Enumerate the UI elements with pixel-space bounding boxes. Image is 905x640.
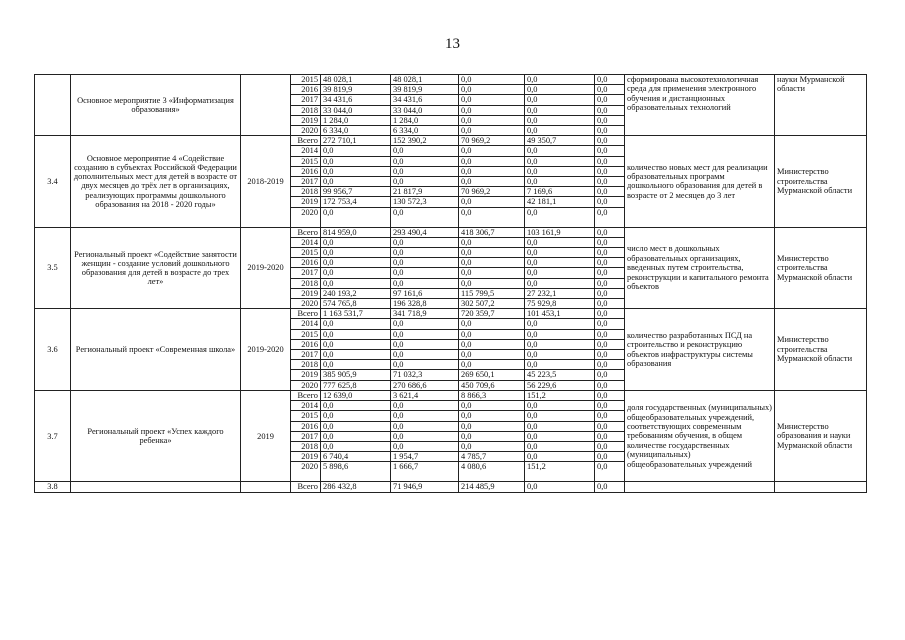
total-cell: 0,0 <box>321 360 391 370</box>
responsible-executor <box>775 482 867 492</box>
other-funds-cell: 0,0 <box>595 278 625 288</box>
item-number: 3.6 <box>35 309 71 391</box>
local-budget-cell: 45 223,5 <box>525 370 595 380</box>
year-cell: Всего <box>291 482 321 492</box>
other-funds-cell: 0,0 <box>595 482 625 492</box>
federal-budget-cell: 70 969,2 <box>459 136 525 146</box>
year-cell: Всего <box>291 227 321 237</box>
federal-budget-cell: 0,0 <box>459 258 525 268</box>
federal-budget-cell: 720 359,7 <box>459 309 525 319</box>
total-cell: 0,0 <box>321 177 391 187</box>
total-cell: 5 898,6 <box>321 462 391 482</box>
table-row <box>35 136 867 146</box>
federal-budget-cell: 0,0 <box>459 441 525 451</box>
total-cell: 0,0 <box>321 278 391 288</box>
year-cell: 2018 <box>291 105 321 115</box>
regional-budget-cell: 0,0 <box>391 421 459 431</box>
other-funds-cell: 0,0 <box>595 309 625 319</box>
local-budget-cell: 7 169,6 <box>525 187 595 197</box>
regional-budget-cell: 1 954,7 <box>391 452 459 462</box>
total-cell: 777 625,8 <box>321 380 391 390</box>
item-number <box>35 75 71 136</box>
other-funds-cell: 0,0 <box>595 207 625 227</box>
local-budget-cell: 0,0 <box>525 482 595 492</box>
other-funds-cell: 0,0 <box>595 227 625 237</box>
regional-budget-cell: 21 817,9 <box>391 187 459 197</box>
responsible-executor: Министерство строительства Мурманской области <box>775 227 867 309</box>
total-cell: 272 710,1 <box>321 136 391 146</box>
total-cell: 0,0 <box>321 441 391 451</box>
federal-budget-cell: 418 306,7 <box>459 227 525 237</box>
year-cell: Всего <box>291 136 321 146</box>
table-body <box>35 75 867 493</box>
federal-budget-cell: 0,0 <box>459 85 525 95</box>
table-row <box>35 309 867 319</box>
regional-budget-cell: 0,0 <box>391 401 459 411</box>
other-funds-cell: 0,0 <box>595 146 625 156</box>
other-funds-cell: 0,0 <box>595 187 625 197</box>
total-cell: 0,0 <box>321 248 391 258</box>
other-funds-cell: 0,0 <box>595 75 625 85</box>
total-cell: 1 284,0 <box>321 115 391 125</box>
federal-budget-cell: 0,0 <box>459 411 525 421</box>
total-cell: 0,0 <box>321 268 391 278</box>
page-number: 13 <box>445 36 460 52</box>
total-cell: 0,0 <box>321 329 391 339</box>
total-cell: 6 334,0 <box>321 126 391 136</box>
federal-budget-cell: 8 866,3 <box>459 390 525 400</box>
regional-budget-cell: 293 490,4 <box>391 227 459 237</box>
total-cell: 0,0 <box>321 258 391 268</box>
local-budget-cell: 0,0 <box>525 258 595 268</box>
federal-budget-cell: 0,0 <box>459 278 525 288</box>
year-cell: 2019 <box>291 452 321 462</box>
federal-budget-cell: 0,0 <box>459 146 525 156</box>
regional-budget-cell: 34 431,6 <box>391 95 459 105</box>
program-budget-table <box>34 74 867 493</box>
year-cell: 2017 <box>291 431 321 441</box>
target-indicator: доля государственных (муниципальных) общеобразовательных учреждений, соответствующих современным требованиям обучения, в общем количестве государственных (муниципальных) общеобразовательных учреждений <box>625 390 775 481</box>
table-row <box>35 227 867 237</box>
total-cell: 0,0 <box>321 146 391 156</box>
regional-budget-cell: 196 328,8 <box>391 299 459 309</box>
federal-budget-cell: 0,0 <box>459 105 525 115</box>
total-cell: 99 956,7 <box>321 187 391 197</box>
year-cell: 2019 <box>291 115 321 125</box>
local-budget-cell: 0,0 <box>525 411 595 421</box>
other-funds-cell: 0,0 <box>595 166 625 176</box>
regional-budget-cell: 0,0 <box>391 339 459 349</box>
other-funds-cell: 0,0 <box>595 156 625 166</box>
other-funds-cell: 0,0 <box>595 299 625 309</box>
total-cell: 0,0 <box>321 411 391 421</box>
local-budget-cell: 27 232,1 <box>525 288 595 298</box>
local-budget-cell: 0,0 <box>525 166 595 176</box>
year-cell: 2020 <box>291 126 321 136</box>
federal-budget-cell: 0,0 <box>459 339 525 349</box>
year-cell: 2015 <box>291 75 321 85</box>
year-cell: 2018 <box>291 441 321 451</box>
year-cell: 2019 <box>291 288 321 298</box>
regional-budget-cell: 97 161,6 <box>391 288 459 298</box>
total-cell: 39 819,9 <box>321 85 391 95</box>
item-period <box>241 482 291 492</box>
local-budget-cell: 0,0 <box>525 350 595 360</box>
item-name: Региональный проект «Содействие занятости женщин - создание условий дошкольного образования для детей в возрасте до трех лет» <box>71 227 241 309</box>
year-cell: 2017 <box>291 177 321 187</box>
item-period: 2019-2020 <box>241 227 291 309</box>
regional-budget-cell: 48 028,1 <box>391 75 459 85</box>
year-cell: 2016 <box>291 339 321 349</box>
item-period <box>241 75 291 136</box>
year-cell: 2018 <box>291 278 321 288</box>
regional-budget-cell: 71 946,9 <box>391 482 459 492</box>
federal-budget-cell: 0,0 <box>459 319 525 329</box>
item-number: 3.4 <box>35 136 71 227</box>
local-budget-cell: 49 350,7 <box>525 136 595 146</box>
local-budget-cell: 0,0 <box>525 319 595 329</box>
federal-budget-cell: 0,0 <box>459 401 525 411</box>
total-cell: 1 163 531,7 <box>321 309 391 319</box>
federal-budget-cell: 0,0 <box>459 177 525 187</box>
regional-budget-cell: 341 718,9 <box>391 309 459 319</box>
regional-budget-cell: 6 334,0 <box>391 126 459 136</box>
regional-budget-cell: 0,0 <box>391 258 459 268</box>
total-cell: 0,0 <box>321 207 391 227</box>
regional-budget-cell: 71 032,3 <box>391 370 459 380</box>
local-budget-cell: 0,0 <box>525 339 595 349</box>
year-cell: 2019 <box>291 370 321 380</box>
total-cell: 0,0 <box>321 166 391 176</box>
regional-budget-cell: 0,0 <box>391 177 459 187</box>
total-cell: 286 432,8 <box>321 482 391 492</box>
target-indicator: количество разработанных ПСД на строительство и реконструкцию объектов инфраструктуры системы образования <box>625 309 775 391</box>
other-funds-cell: 0,0 <box>595 136 625 146</box>
federal-budget-cell: 0,0 <box>459 197 525 207</box>
other-funds-cell: 0,0 <box>595 115 625 125</box>
local-budget-cell: 0,0 <box>525 207 595 227</box>
year-cell: 2017 <box>291 268 321 278</box>
year-cell: 2016 <box>291 85 321 95</box>
federal-budget-cell: 302 507,2 <box>459 299 525 309</box>
total-cell: 48 028,1 <box>321 75 391 85</box>
federal-budget-cell: 0,0 <box>459 115 525 125</box>
year-cell: 2018 <box>291 187 321 197</box>
target-indicator <box>625 482 775 492</box>
year-cell: 2014 <box>291 401 321 411</box>
local-budget-cell: 151,2 <box>525 390 595 400</box>
item-period: 2019-2020 <box>241 309 291 391</box>
other-funds-cell: 0,0 <box>595 177 625 187</box>
federal-budget-cell: 0,0 <box>459 75 525 85</box>
year-cell: 2015 <box>291 329 321 339</box>
local-budget-cell: 0,0 <box>525 278 595 288</box>
item-period: 2018-2019 <box>241 136 291 227</box>
local-budget-cell: 0,0 <box>525 431 595 441</box>
federal-budget-cell: 0,0 <box>459 207 525 227</box>
regional-budget-cell: 0,0 <box>391 146 459 156</box>
other-funds-cell: 0,0 <box>595 85 625 95</box>
responsible-executor: науки Мурманской области <box>775 75 867 136</box>
federal-budget-cell: 269 650,1 <box>459 370 525 380</box>
local-budget-cell: 151,2 <box>525 462 595 482</box>
local-budget-cell: 0,0 <box>525 237 595 247</box>
responsible-executor: Министерство образования и науки Мурманской области <box>775 390 867 481</box>
regional-budget-cell: 0,0 <box>391 329 459 339</box>
total-cell: 12 639,0 <box>321 390 391 400</box>
target-indicator: количество новых мест для реализации образовательных программ дошкольного образования для детей в возрасте от 2 месяцев до 3 лет <box>625 136 775 227</box>
federal-budget-cell: 214 485,9 <box>459 482 525 492</box>
local-budget-cell: 101 453,1 <box>525 309 595 319</box>
item-name: Основное мероприятие 4 «Содействие созданию в субъектах Российской Федерации дополнительных мест для детей в возрасте от двух месяцев до трёх лет в организациях, реализующих программы дошкольного образования на 2018 - 2020 годы» <box>71 136 241 227</box>
regional-budget-cell: 0,0 <box>391 156 459 166</box>
year-cell: 2016 <box>291 421 321 431</box>
other-funds-cell: 0,0 <box>595 258 625 268</box>
year-cell: 2015 <box>291 248 321 258</box>
local-budget-cell: 0,0 <box>525 105 595 115</box>
other-funds-cell: 0,0 <box>595 105 625 115</box>
year-cell: 2020 <box>291 299 321 309</box>
table-row <box>35 482 867 492</box>
responsible-executor: Министерство строительства Мурманской области <box>775 309 867 391</box>
federal-budget-cell: 0,0 <box>459 248 525 258</box>
year-cell: 2015 <box>291 411 321 421</box>
total-cell: 34 431,6 <box>321 95 391 105</box>
total-cell: 385 905,9 <box>321 370 391 380</box>
item-name: Основное мероприятие 3 «Информатизация образования» <box>71 75 241 136</box>
total-cell: 0,0 <box>321 401 391 411</box>
item-number: 3.8 <box>35 482 71 492</box>
other-funds-cell: 0,0 <box>595 421 625 431</box>
federal-budget-cell: 4 785,7 <box>459 452 525 462</box>
regional-budget-cell: 0,0 <box>391 207 459 227</box>
year-cell: 2017 <box>291 350 321 360</box>
other-funds-cell: 0,0 <box>595 319 625 329</box>
item-name: Региональный проект «Успех каждого ребенка» <box>71 390 241 481</box>
total-cell: 0,0 <box>321 421 391 431</box>
regional-budget-cell: 1 666,7 <box>391 462 459 482</box>
target-indicator: число мест в дошкольных образовательных организациях, введенных путем строительства, реконструкции и капитального ремонта объектов <box>625 227 775 309</box>
local-budget-cell: 0,0 <box>525 177 595 187</box>
year-cell: Всего <box>291 390 321 400</box>
other-funds-cell: 0,0 <box>595 360 625 370</box>
regional-budget-cell: 0,0 <box>391 268 459 278</box>
regional-budget-cell: 3 621,4 <box>391 390 459 400</box>
federal-budget-cell: 0,0 <box>459 360 525 370</box>
year-cell: 2017 <box>291 95 321 105</box>
year-cell: Всего <box>291 309 321 319</box>
other-funds-cell: 0,0 <box>595 339 625 349</box>
other-funds-cell: 0,0 <box>595 452 625 462</box>
federal-budget-cell: 4 080,6 <box>459 462 525 482</box>
federal-budget-cell: 0,0 <box>459 126 525 136</box>
local-budget-cell: 0,0 <box>525 75 595 85</box>
item-name: Региональный проект «Современная школа» <box>71 309 241 391</box>
other-funds-cell: 0,0 <box>595 441 625 451</box>
regional-budget-cell: 39 819,9 <box>391 85 459 95</box>
regional-budget-cell: 0,0 <box>391 248 459 258</box>
year-cell: 2018 <box>291 360 321 370</box>
local-budget-cell: 0,0 <box>525 126 595 136</box>
local-budget-cell: 0,0 <box>525 329 595 339</box>
target-indicator: сформирована высокотехнологичная среда для применения электронного обучения и дистанционных образовательных технологий <box>625 75 775 136</box>
other-funds-cell: 0,0 <box>595 390 625 400</box>
regional-budget-cell: 0,0 <box>391 350 459 360</box>
regional-budget-cell: 1 284,0 <box>391 115 459 125</box>
other-funds-cell: 0,0 <box>595 329 625 339</box>
year-cell: 2019 <box>291 197 321 207</box>
local-budget-cell: 0,0 <box>525 85 595 95</box>
year-cell: 2020 <box>291 380 321 390</box>
local-budget-cell: 0,0 <box>525 421 595 431</box>
year-cell: 2014 <box>291 237 321 247</box>
local-budget-cell: 0,0 <box>525 452 595 462</box>
federal-budget-cell: 0,0 <box>459 268 525 278</box>
item-name <box>71 482 241 492</box>
federal-budget-cell: 450 709,6 <box>459 380 525 390</box>
year-cell: 2020 <box>291 462 321 482</box>
total-cell: 172 753,4 <box>321 197 391 207</box>
federal-budget-cell: 70 969,2 <box>459 187 525 197</box>
regional-budget-cell: 33 044,0 <box>391 105 459 115</box>
other-funds-cell: 0,0 <box>595 401 625 411</box>
federal-budget-cell: 0,0 <box>459 421 525 431</box>
table-row <box>35 75 867 85</box>
other-funds-cell: 0,0 <box>595 197 625 207</box>
total-cell: 0,0 <box>321 319 391 329</box>
total-cell: 0,0 <box>321 350 391 360</box>
item-number: 3.5 <box>35 227 71 309</box>
local-budget-cell: 0,0 <box>525 360 595 370</box>
local-budget-cell: 0,0 <box>525 441 595 451</box>
year-cell: 2016 <box>291 166 321 176</box>
regional-budget-cell: 130 572,3 <box>391 197 459 207</box>
regional-budget-cell: 152 390,2 <box>391 136 459 146</box>
local-budget-cell: 0,0 <box>525 248 595 258</box>
total-cell: 574 765,8 <box>321 299 391 309</box>
federal-budget-cell: 0,0 <box>459 166 525 176</box>
regional-budget-cell: 0,0 <box>391 319 459 329</box>
federal-budget-cell: 0,0 <box>459 95 525 105</box>
other-funds-cell: 0,0 <box>595 126 625 136</box>
other-funds-cell: 0,0 <box>595 462 625 482</box>
item-period: 2019 <box>241 390 291 481</box>
regional-budget-cell: 270 686,6 <box>391 380 459 390</box>
total-cell: 0,0 <box>321 339 391 349</box>
federal-budget-cell: 0,0 <box>459 237 525 247</box>
local-budget-cell: 0,0 <box>525 156 595 166</box>
regional-budget-cell: 0,0 <box>391 166 459 176</box>
local-budget-cell: 0,0 <box>525 401 595 411</box>
federal-budget-cell: 115 799,5 <box>459 288 525 298</box>
total-cell: 0,0 <box>321 431 391 441</box>
other-funds-cell: 0,0 <box>595 431 625 441</box>
other-funds-cell: 0,0 <box>595 411 625 421</box>
other-funds-cell: 0,0 <box>595 370 625 380</box>
year-cell: 2020 <box>291 207 321 227</box>
other-funds-cell: 0,0 <box>595 350 625 360</box>
other-funds-cell: 0,0 <box>595 95 625 105</box>
total-cell: 33 044,0 <box>321 105 391 115</box>
total-cell: 0,0 <box>321 237 391 247</box>
local-budget-cell: 42 181,1 <box>525 197 595 207</box>
other-funds-cell: 0,0 <box>595 380 625 390</box>
other-funds-cell: 0,0 <box>595 268 625 278</box>
total-cell: 6 740,4 <box>321 452 391 462</box>
local-budget-cell: 0,0 <box>525 95 595 105</box>
year-cell: 2014 <box>291 146 321 156</box>
responsible-executor: Министерство строительства Мурманской области <box>775 136 867 227</box>
regional-budget-cell: 0,0 <box>391 237 459 247</box>
local-budget-cell: 0,0 <box>525 115 595 125</box>
total-cell: 240 193,2 <box>321 288 391 298</box>
local-budget-cell: 56 229,6 <box>525 380 595 390</box>
local-budget-cell: 0,0 <box>525 268 595 278</box>
local-budget-cell: 75 929,8 <box>525 299 595 309</box>
other-funds-cell: 0,0 <box>595 248 625 258</box>
federal-budget-cell: 0,0 <box>459 431 525 441</box>
table-row <box>35 390 867 400</box>
federal-budget-cell: 0,0 <box>459 156 525 166</box>
federal-budget-cell: 0,0 <box>459 329 525 339</box>
local-budget-cell: 103 161,9 <box>525 227 595 237</box>
regional-budget-cell: 0,0 <box>391 411 459 421</box>
total-cell: 0,0 <box>321 156 391 166</box>
total-cell: 814 959,0 <box>321 227 391 237</box>
other-funds-cell: 0,0 <box>595 237 625 247</box>
year-cell: 2016 <box>291 258 321 268</box>
regional-budget-cell: 0,0 <box>391 278 459 288</box>
other-funds-cell: 0,0 <box>595 288 625 298</box>
local-budget-cell: 0,0 <box>525 146 595 156</box>
regional-budget-cell: 0,0 <box>391 441 459 451</box>
year-cell: 2014 <box>291 319 321 329</box>
item-number: 3.7 <box>35 390 71 481</box>
year-cell: 2015 <box>291 156 321 166</box>
regional-budget-cell: 0,0 <box>391 360 459 370</box>
federal-budget-cell: 0,0 <box>459 350 525 360</box>
regional-budget-cell: 0,0 <box>391 431 459 441</box>
